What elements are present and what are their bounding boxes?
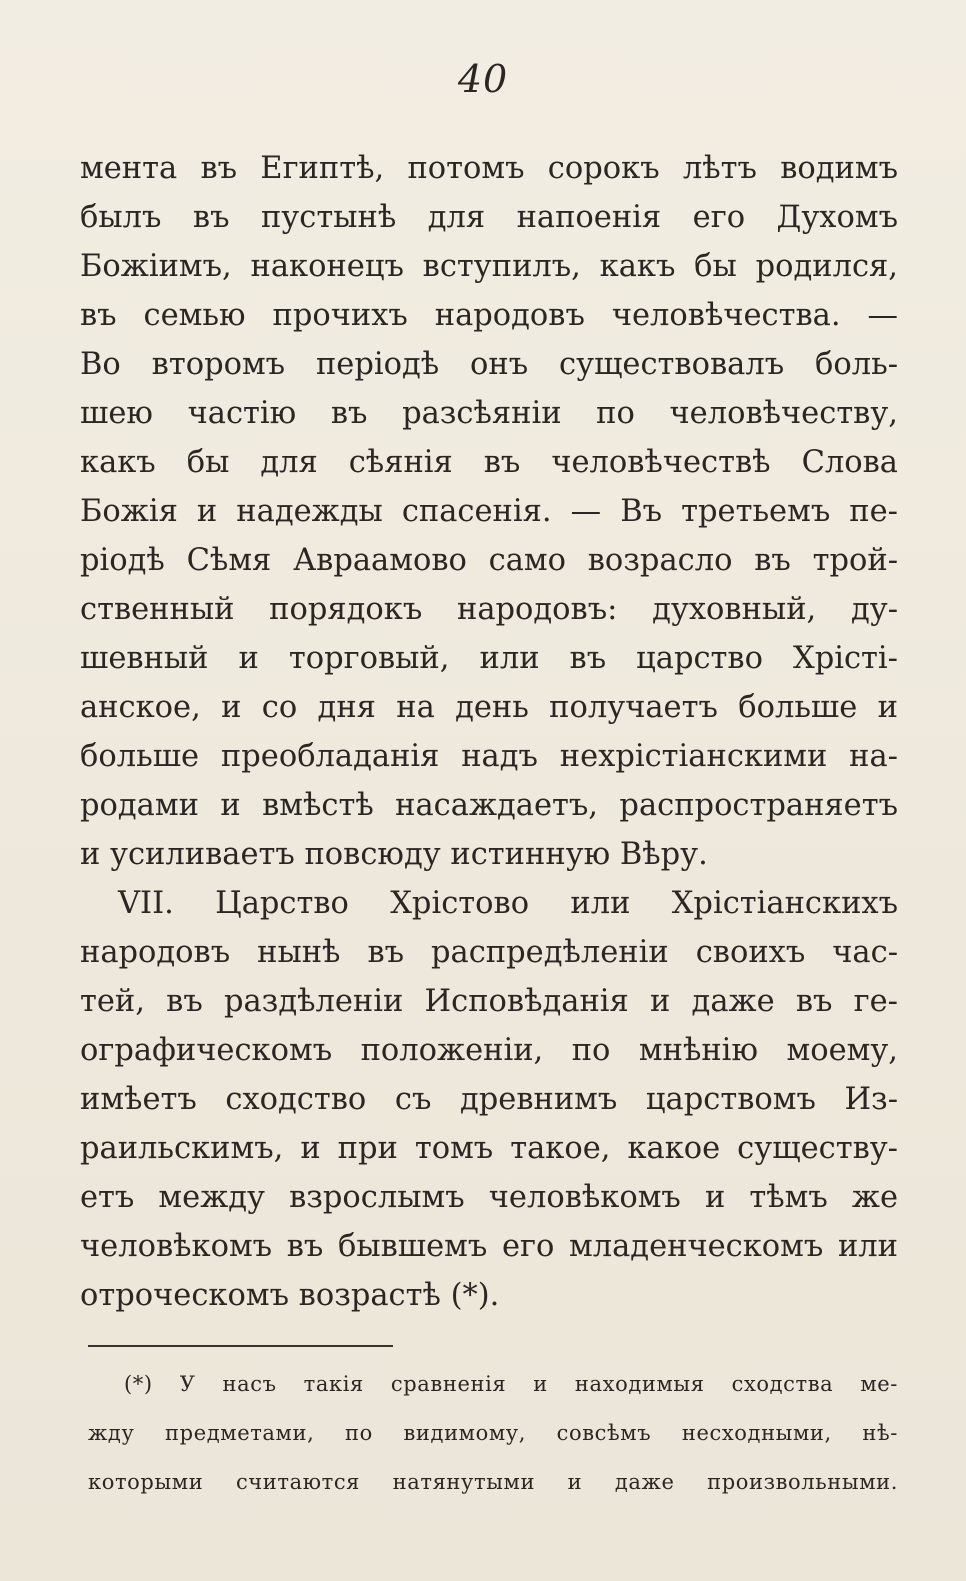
text-line: въ семью прочихъ народовъ человѣчества. — <box>80 298 898 333</box>
text-line: и усиливаетъ повсюду истинную Вѣру. <box>80 837 708 872</box>
text-line: имѣетъ сходство съ древнимъ царствомъ Из- <box>80 1082 898 1117</box>
footnote-line: (*) У насъ такія сравненія и находимыя сходства ме- <box>124 1372 898 1396</box>
page-number: 40 <box>457 57 509 101</box>
text-line: былъ въ пустынѣ для напоенія его Духомъ <box>80 200 898 235</box>
text-line: ственный порядокъ народовъ: духовный, ду- <box>80 592 898 627</box>
section-heading-line: VII. Царство Хрістово или Хрістіанскихъ <box>118 886 898 921</box>
body-text <box>80 144 898 1320</box>
text-line: ографическомъ положеніи, по мнѣнію моему, <box>80 1033 898 1068</box>
text-line: тей, въ раздѣленіи Исповѣданія и даже въ ге- <box>80 984 898 1019</box>
text-line: народовъ нынѣ въ распредѣленіи своихъ час- <box>80 935 898 970</box>
footnote-line: которыми считаются натянутыми и даже произвольными. <box>88 1470 898 1494</box>
text-line: какъ бы для сѣянія въ человѣчествѣ Слова <box>80 445 898 480</box>
text-line: мента въ Египтѣ, потомъ сорокъ лѣтъ водимъ <box>80 151 898 186</box>
text-line: Божіимъ, наконецъ вступилъ, какъ бы родился, <box>80 249 898 284</box>
text-line: Божія и надежды спасенія. — Въ третьемъ пе- <box>80 494 898 529</box>
text-line: ріодѣ Сѣмя Авраамово само возрасло въ трой- <box>80 543 898 578</box>
text-line: шевный и торговый, или въ царство Хрісті- <box>80 641 898 676</box>
text-line: етъ между взрослымъ человѣкомъ и тѣмъ же <box>80 1180 898 1215</box>
text-line: анское, и со дня на день получаетъ больше и <box>80 690 898 725</box>
text-line: родами и вмѣстѣ насаждаетъ, распространяетъ <box>80 788 898 823</box>
footnote <box>88 1360 898 1507</box>
text-line: больше преобладанія надъ нехрістіанскими на- <box>80 739 898 774</box>
text-line: Во второмъ періодѣ онъ существовалъ боль- <box>80 347 898 382</box>
footnote-divider <box>88 1345 393 1347</box>
text-line: отроческомъ возрастѣ (*). <box>80 1278 500 1313</box>
footnote-line: жду предметами, по видимому, совсѣмъ несходными, нѣ- <box>88 1421 898 1445</box>
text-line: шею частію въ разсѣяніи по человѣчеству, <box>80 396 898 431</box>
text-line: раильскимъ, и при томъ такое, какое существу- <box>80 1131 898 1166</box>
text-line: человѣкомъ въ бывшемъ его младенческомъ или <box>80 1229 898 1264</box>
